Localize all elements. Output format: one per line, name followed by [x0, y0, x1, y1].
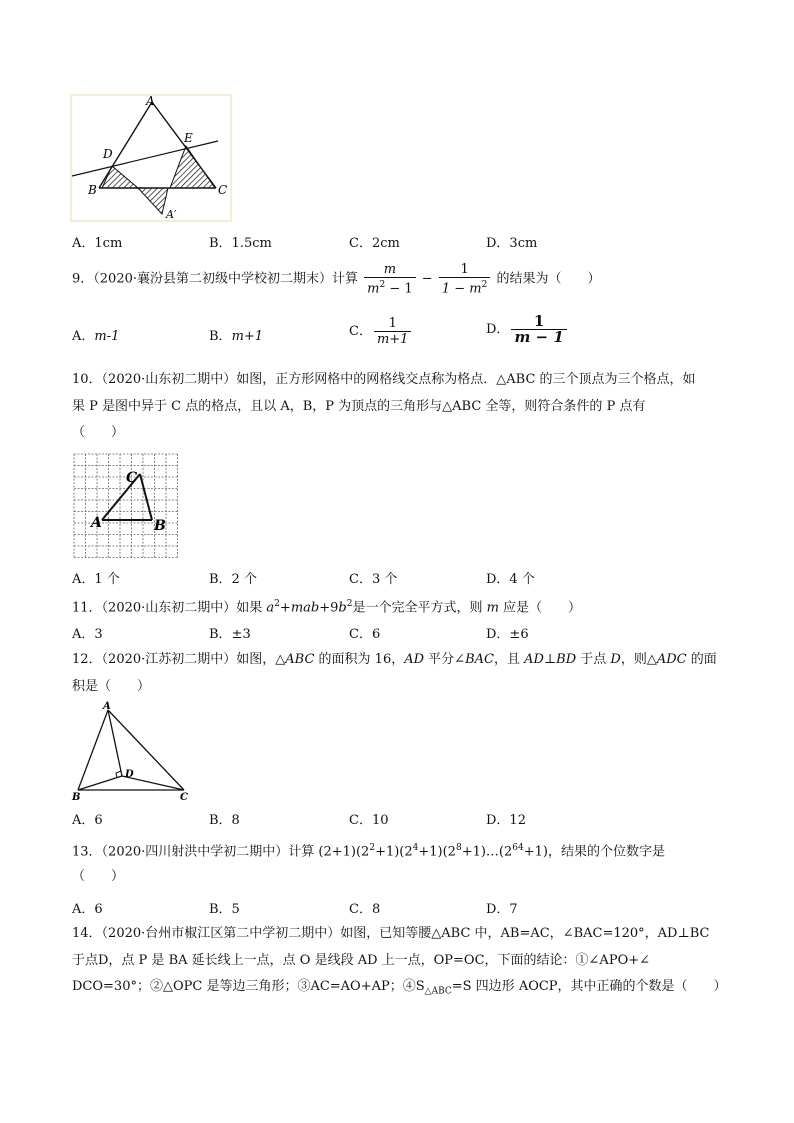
- q12-line-1: 12．（2020·江苏初二期中）如图，△ABC 的面积为 16，AD 平分∠BAC，且 AD⊥BD 于点 D，则△ADC 的面: [72, 652, 717, 667]
- q13-option-d: D．7: [486, 902, 518, 917]
- q9-fraction-2: $\frac{1}{1 - m^2}$: [439, 262, 491, 296]
- q13-option-b: B．5: [209, 902, 240, 917]
- q12-figure: [70, 700, 198, 806]
- q14-line-1: 14．（2020·台州市椒江区第二中学初二期中）如图，已知等腰△ABC 中，AB=AC，∠BAC=120°，AD⊥BC: [72, 926, 710, 941]
- q8-option-a: A．1cm: [72, 236, 123, 251]
- q12-option-c: C．10: [349, 813, 389, 828]
- q11-option-d: D．±6: [486, 627, 529, 642]
- fig10-label-b: B: [154, 518, 166, 534]
- q14-line-2: 于点D，点 P 是 BA 延长线上一点，点 O 是线段 AD 上一点，OP=OC，下面的结论：①∠APO+∠: [72, 953, 651, 968]
- q10-option-b: B．2 个: [209, 572, 257, 587]
- q10-grid-figure: [72, 452, 182, 562]
- q8-option-d: D．3cm: [486, 236, 538, 251]
- q9-option-a: A．m-1: [72, 329, 120, 344]
- fig8-label-b: B: [88, 183, 97, 197]
- q10-option-a: A．1 个: [72, 572, 120, 587]
- fig10-label-c: C: [126, 470, 138, 486]
- q9-option-b: B．m+1: [209, 329, 264, 344]
- q9-option-c: C． $\frac{1}{m+1}$: [349, 316, 413, 347]
- q8-option-c: C．2cm: [349, 236, 400, 251]
- q11-option-a: A．3: [72, 627, 103, 642]
- q9-stem: 9．（2020·襄汾县第二初级中学校初二期末）计算 $\frac{m}{m^2 - 1}$ − $\frac{1}{1 - m^2}$ 的结果为（ ）: [72, 262, 601, 297]
- q10-line-3: （ ）: [72, 425, 125, 440]
- q11-option-b: B．±3: [209, 627, 251, 642]
- q9-fraction-1: $\frac{m}{m^2 - 1}$: [364, 262, 416, 296]
- q12-option-b: B．8: [209, 813, 240, 828]
- q11-stem: 11．（2020·山东初二期中）如果 $a^2+mab+9b^2$是一个完全平方式，则 m 应是（ ）: [72, 599, 582, 616]
- q8-figure: [70, 94, 232, 222]
- q8-option-b: B．1.5cm: [209, 236, 272, 251]
- fig8-label-a: A: [146, 94, 155, 108]
- fig10-label-a: A: [91, 515, 102, 531]
- fig8-label-e: E: [184, 131, 193, 145]
- fig8-label-aprime: A′: [166, 208, 177, 221]
- q12-option-d: D．12: [486, 813, 526, 828]
- q13-option-c: C．8: [349, 902, 381, 917]
- q10-line-2: 果 P 是图中异于 C 点的格点，且以 A，B，P 为顶点的三角形与△ABC 全等，则符合条件的 P 点有: [72, 399, 646, 414]
- q10-line-1: 10．（2020·山东初二期中）如图，正方形网格中的网格线交点称为格点．△ABC 的三个顶点为三个格点，如: [72, 372, 696, 387]
- fig12-label-c: C: [180, 792, 188, 803]
- q12-option-a: A．6: [72, 813, 103, 828]
- fig12-label-d: D: [125, 769, 134, 780]
- q9-option-d: D． $\frac{1}{m - 1}$: [486, 314, 569, 345]
- q10-option-d: D．4 个: [486, 572, 535, 587]
- q11-option-c: C．6: [349, 627, 381, 642]
- q14-line-3: DCO=30°；②△OPC 是等边三角形；③AC=AO+AP；$④S_{\triangle ABC}=S$ 四边形 AOCP，其中正确的个数是（ ）: [72, 979, 727, 997]
- q13-line-1: 13．（2020·四川射洪中学初二期中）计算 $(2+1)(2^2+1)(2^4+1)(2^8+1)\dots(2^{64}+1)$，结果的个位数字是: [72, 843, 665, 860]
- fig8-label-d: D: [103, 147, 113, 161]
- fig12-label-a: A: [103, 701, 111, 712]
- q12-line-2: 积是（ ）: [72, 679, 151, 694]
- q10-option-c: C．3 个: [349, 572, 398, 587]
- q13-line-2: （ ）: [72, 869, 125, 884]
- fig12-label-b: B: [72, 792, 81, 803]
- fig8-label-c: C: [218, 183, 228, 197]
- q13-option-a: A．6: [72, 902, 103, 917]
